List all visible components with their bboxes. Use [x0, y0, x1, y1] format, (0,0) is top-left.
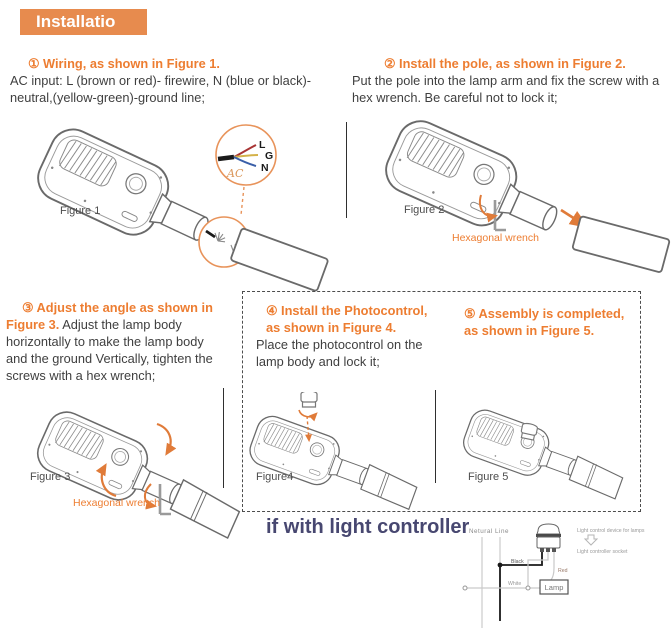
- step2-body: Put the pole into the lamp arm and fix the screw with a hex wrench. Be careful not to lock it;: [352, 73, 660, 106]
- column-divider-inside-box: [435, 390, 436, 483]
- step4-body: Place the photocontrol on the lamp body and lock it;: [256, 337, 423, 370]
- figure-4-illustration: [243, 392, 435, 520]
- down-arrow-icon: [585, 535, 597, 545]
- step5-title: ⑤ Assembly is completed, as shown in Figure 5.: [464, 306, 625, 339]
- twist-photocontrol-arrow: [299, 410, 316, 417]
- lamp-drawing: [459, 406, 624, 499]
- socket-label: Light controller socket: [577, 549, 628, 555]
- figure2-annotation: Hexagonal wrench: [452, 232, 539, 244]
- black-wire-label: Black: [511, 559, 524, 565]
- pole-drawing: [572, 216, 670, 273]
- step4-title: ④ Install the Photocontrol, as shown in Figure 4.: [266, 303, 428, 336]
- figure1-label: Figure 1: [60, 205, 101, 217]
- figure-2-illustration: [375, 112, 671, 274]
- neutral-line-label: Netural Line: [469, 528, 509, 535]
- device-label: Light control device for lamps: [577, 528, 645, 534]
- figure3-annotation: Hexagonal wrench: [73, 497, 160, 509]
- step3-body: Adjust the lamp body horizontally to make the lamp body and the ground Vertically, tighten the screws with a hex wrench;: [6, 317, 213, 384]
- step4-text: [256, 302, 430, 370]
- figure3-label: Figure 3: [30, 471, 71, 483]
- lamp-drawing: [246, 412, 419, 509]
- wire-label-ac: AC: [227, 167, 244, 180]
- photocontrol-icon: [301, 392, 317, 407]
- red-wire: [551, 552, 554, 580]
- figure4-label: Figure4: [256, 471, 294, 483]
- rotate-arrow-top: [157, 424, 171, 453]
- lamp-box-label: Lamp: [544, 583, 564, 592]
- wiring-detail-circle: [216, 125, 276, 185]
- white-wire-label: White: [508, 581, 522, 587]
- step1-body: AC input: L (brown or red)- firewire, N (blue or black)-neutral,(yellow-green)-ground line;: [10, 73, 312, 106]
- detail-connector-dashed-line: [241, 187, 244, 215]
- step1-title: ① Wiring, as shown in Figure 1.: [28, 56, 220, 71]
- step2-title: ② Install the pole, as shown in Figure 2.: [384, 56, 626, 71]
- terminal-circle-mid: [526, 586, 530, 590]
- figure5-label: Figure 5: [468, 471, 509, 483]
- step1-text: [10, 55, 346, 106]
- wire-label-l: L: [259, 139, 266, 151]
- wire-label-g: G: [265, 150, 274, 162]
- section-header: Installatio: [20, 9, 147, 35]
- red-wire-label: Red: [558, 568, 568, 574]
- figure-5-illustration: [448, 398, 638, 513]
- step2-text: [352, 55, 664, 106]
- wire-label-n: N: [261, 162, 269, 174]
- step3-text: [6, 299, 227, 384]
- pole-drawing: [230, 228, 328, 291]
- step5-text: [452, 305, 634, 339]
- terminal-circle-left: [463, 586, 467, 590]
- step3-title: ③ Adjust the angle as shown in Figure 3.: [6, 300, 213, 333]
- light-controller-wiring-diagram: [455, 518, 671, 631]
- lamp-drawing: [31, 122, 222, 264]
- figure2-label: Figure 2: [404, 204, 445, 216]
- figure-1-illustration: [28, 112, 348, 292]
- figure-3-illustration: [15, 398, 245, 548]
- light-controller-heading: if with light controller: [266, 516, 470, 538]
- photocell-device-drawing: [536, 524, 561, 552]
